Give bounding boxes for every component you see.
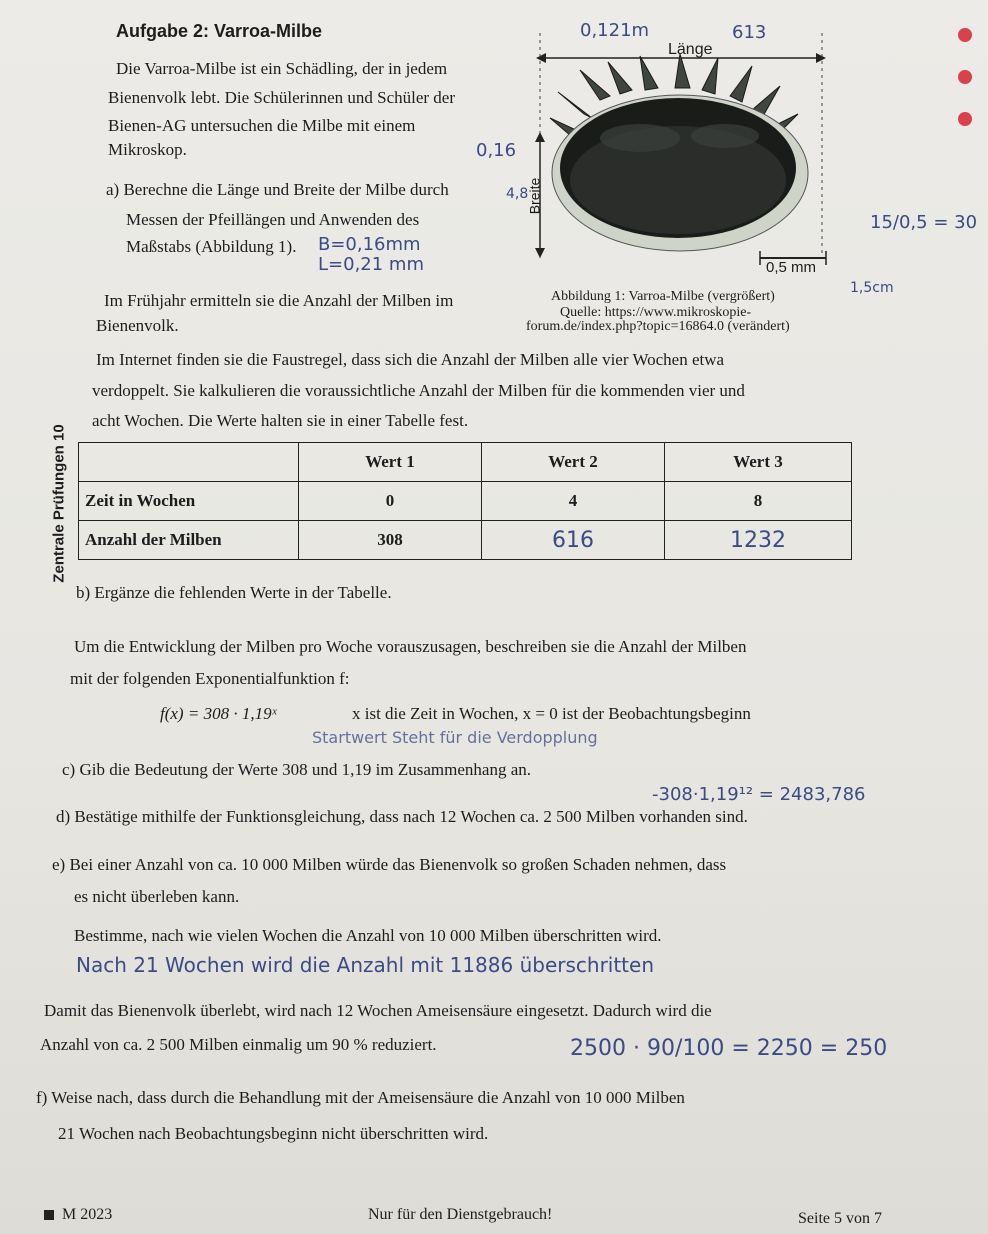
handwritten-laenge: L=0,21 mm bbox=[318, 254, 424, 275]
handwritten-d-calc: -308·1,19¹² = 2483,786 bbox=[652, 784, 866, 805]
handwritten-fig-left2: 4,8 bbox=[506, 186, 529, 202]
internet-line: acht Wochen. Die Werte halten sie in einer Tabelle fest. bbox=[92, 411, 469, 430]
table-cell: 0 bbox=[299, 482, 482, 521]
internet-line: verdoppelt. Sie kalkulieren die voraussichtliche Anzahl der Milben für die kommenden vier und bbox=[92, 381, 745, 400]
footer-square-icon bbox=[44, 1210, 54, 1220]
table-row-label: Zeit in Wochen bbox=[79, 482, 299, 521]
handwritten-fig-top2: 613 bbox=[732, 22, 767, 43]
task-f-line: f) Weise nach, dass durch die Behandlung mit der Ameisensäure die Anzahl von 10 000 Milben bbox=[36, 1088, 685, 1107]
table-cell-handwritten[interactable]: 1232 bbox=[665, 521, 852, 560]
table-header-cell: Wert 2 bbox=[482, 443, 665, 482]
task-a-line: Messen der Pfeillängen und Anwenden des bbox=[126, 210, 420, 229]
handwritten-scale-note: 1,5cm bbox=[850, 280, 894, 296]
milben-table bbox=[78, 442, 852, 560]
treatment-line: Anzahl von ca. 2 500 Milben einmalig um 90 % reduziert. bbox=[40, 1035, 437, 1054]
handwritten-fig-top: 0,121m bbox=[580, 20, 650, 41]
handwritten-breite: B=0,16mm bbox=[318, 234, 421, 255]
intro-line: Mikroskop. bbox=[108, 140, 187, 159]
red-marker-icon bbox=[958, 28, 972, 42]
task-title: Aufgabe 2: Varroa-Milbe bbox=[116, 21, 323, 41]
red-marker-icon bbox=[958, 70, 972, 84]
handwritten-e-answer: Nach 21 Wochen wird die Anzahl mit 11886 überschritten bbox=[76, 953, 655, 977]
footer-left: M 2023 bbox=[62, 1206, 113, 1223]
table-cell: 308 bbox=[299, 521, 482, 560]
exp-line: Um die Entwicklung der Milben pro Woche vorauszusagen, beschreiben sie die Anzahl der Milben bbox=[74, 637, 747, 656]
treatment-line: Damit das Bienenvolk überlebt, wird nach 12 Wochen Ameisensäure eingesetzt. Dadurch wird die bbox=[44, 1001, 712, 1020]
table-cell: 8 bbox=[665, 482, 852, 521]
task-a-line: a) Berechne die Länge und Breite der Milbe durch bbox=[106, 180, 449, 199]
figure-caption-url: forum.de/index.php?topic=16864.0 (verändert) bbox=[526, 319, 790, 334]
table-header-row bbox=[79, 443, 852, 482]
task-b: b) Ergänze die fehlenden Werte in der Tabelle. bbox=[76, 583, 392, 602]
table-header-cell: Wert 1 bbox=[299, 443, 482, 482]
handwritten-ratio: 15/0,5 = 30 bbox=[870, 212, 978, 233]
red-marker-icon bbox=[958, 112, 972, 126]
formula: f(x) = 308 · 1,19ˣ bbox=[160, 704, 277, 723]
table-header-cell bbox=[79, 443, 299, 482]
footer-right: Seite 5 von 7 bbox=[798, 1210, 882, 1227]
task-e-line: e) Bei einer Anzahl von ca. 10 000 Milben würde das Bienenvolk so großen Schaden nehmen, dass bbox=[52, 855, 727, 874]
figure-caption-title: Abbildung 1: Varroa-Milbe (vergrößert) bbox=[551, 289, 775, 304]
handwritten-startwert: Startwert Steht für die Verdopplung bbox=[312, 728, 598, 747]
spring-line: Im Frühjahr ermitteln sie die Anzahl der Milben im bbox=[104, 291, 454, 310]
sidebar-label: Zentrale Prüfungen 10 bbox=[50, 424, 68, 583]
spring-line: Bienenvolk. bbox=[96, 316, 179, 335]
task-e-line: es nicht überleben kann. bbox=[74, 887, 240, 906]
breite-label: Breite bbox=[526, 177, 543, 215]
intro-line: Die Varroa-Milbe ist ein Schädling, der in jedem bbox=[116, 59, 448, 78]
varroa-mite-image bbox=[480, 18, 840, 280]
table-row-label: Anzahl der Milben bbox=[79, 521, 299, 560]
task-e-line: Bestimme, nach wie vielen Wochen die Anzahl von 10 000 Milben überschritten wird. bbox=[74, 926, 662, 945]
table-cell-handwritten[interactable]: 616 bbox=[482, 521, 665, 560]
intro-line: Bienenvolk lebt. Die Schülerinnen und Schüler der bbox=[108, 88, 455, 107]
internet-line: Im Internet finden sie die Faustregel, dass sich die Anzahl der Milben alle vier Wochen etwa bbox=[96, 350, 725, 369]
task-d: d) Bestätige mithilfe der Funktionsgleichung, dass nach 12 Wochen ca. 2 500 Milben vorhanden sind. bbox=[56, 807, 748, 826]
task-a-line: Maßstabs (Abbildung 1). bbox=[126, 237, 297, 256]
task-f-line: 21 Wochen nach Beobachtungsbeginn nicht überschritten wird. bbox=[58, 1124, 489, 1143]
intro-line: Bienen-AG untersuchen die Milbe mit einem bbox=[108, 116, 416, 135]
footer-center: Nur für den Dienstgebrauch! bbox=[368, 1206, 553, 1223]
scale-label: 0,5 mm bbox=[766, 259, 817, 276]
formula-note: x ist die Zeit in Wochen, x = 0 ist der Beobachtungsbeginn bbox=[352, 704, 751, 723]
laenge-label: Länge bbox=[668, 41, 713, 58]
exp-line: mit der folgenden Exponentialfunktion f: bbox=[70, 669, 350, 688]
figure-caption-source: Quelle: https://www.mikroskopie- bbox=[560, 305, 752, 320]
table-row bbox=[79, 521, 852, 560]
handwritten-fig-left: 0,16 bbox=[476, 140, 517, 161]
mite-figure bbox=[480, 18, 840, 280]
table-cell: 4 bbox=[482, 482, 665, 521]
task-c: c) Gib die Bedeutung der Werte 308 und 1,19 im Zusammenhang an. bbox=[62, 760, 532, 779]
handwritten-f-calc: 2500 · 90/100 = 2250 = 250 bbox=[570, 1036, 888, 1061]
table-header-cell: Wert 3 bbox=[665, 443, 852, 482]
table-row bbox=[79, 482, 852, 521]
